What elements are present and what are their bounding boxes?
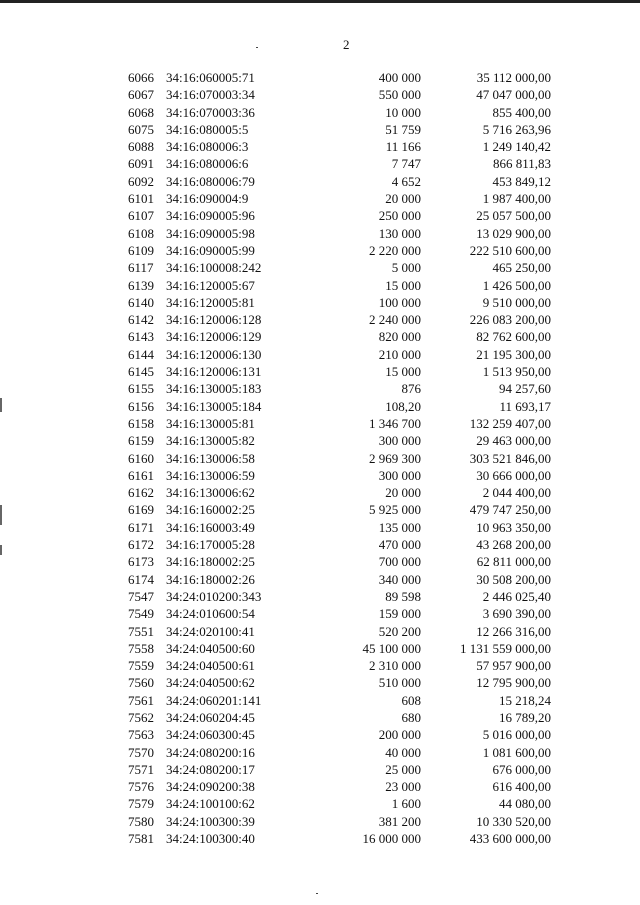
- table-row: [0, 363, 640, 380]
- value-cell: 453 849,12: [492, 173, 551, 189]
- cadastral-number: 34:16:120005:81: [166, 294, 255, 310]
- table-row: [0, 536, 640, 553]
- cadastral-number: 34:16:130005:184: [166, 398, 262, 414]
- table-row: [0, 778, 640, 795]
- value-cell: 479 747 250,00: [469, 502, 551, 518]
- area-cell: 159 000: [378, 606, 421, 622]
- value-cell: 303 521 846,00: [469, 450, 551, 466]
- row-number: 7560: [128, 675, 154, 691]
- row-number: 7561: [128, 692, 154, 708]
- row-number: 7547: [128, 588, 154, 604]
- row-number: 7580: [128, 813, 154, 829]
- row-number: 6144: [128, 346, 154, 362]
- area-cell: 300 000: [378, 433, 421, 449]
- area-cell: 15 000: [385, 277, 421, 293]
- table-row: [0, 277, 640, 294]
- value-cell: 10 330 520,00: [476, 813, 551, 829]
- area-cell: 876: [401, 381, 421, 397]
- row-number: 6169: [128, 502, 154, 518]
- cadastral-number: 34:16:080006:79: [166, 173, 255, 189]
- table-row: [0, 398, 640, 415]
- table-row: [0, 207, 640, 224]
- cadastral-number: 34:24:080200:16: [166, 744, 255, 760]
- table-row: [0, 519, 640, 536]
- area-cell: 20 000: [385, 191, 421, 207]
- table-row: [0, 571, 640, 588]
- area-cell: 200 000: [378, 727, 421, 743]
- row-number: 7581: [128, 831, 154, 847]
- cadastral-number: 34:24:040500:60: [166, 640, 255, 656]
- value-cell: 3 690 390,00: [482, 606, 551, 622]
- table-row: [0, 173, 640, 190]
- area-cell: 210 000: [378, 346, 421, 362]
- row-number: 6143: [128, 329, 154, 345]
- cadastral-number: 34:24:040500:62: [166, 675, 255, 691]
- value-cell: 94 257,60: [499, 381, 551, 397]
- cadastral-number: 34:16:120006:128: [166, 312, 262, 328]
- value-cell: 29 463 000,00: [476, 433, 551, 449]
- area-cell: 608: [401, 692, 421, 708]
- value-cell: 222 510 600,00: [469, 242, 551, 258]
- table-row: [0, 726, 640, 743]
- row-number: 7551: [128, 623, 154, 639]
- table-row: [0, 484, 640, 501]
- area-cell: 100 000: [378, 294, 421, 310]
- table-row: [0, 432, 640, 449]
- cadastral-number: 34:16:180002:25: [166, 554, 255, 570]
- cadastral-number: 34:16:130006:58: [166, 450, 255, 466]
- row-number: 6171: [128, 519, 154, 535]
- cadastral-number: 34:16:080006:6: [166, 156, 249, 172]
- area-cell: 25 000: [385, 761, 421, 777]
- area-cell: 5 925 000: [369, 502, 421, 518]
- cadastral-number: 34:16:180002:26: [166, 571, 255, 587]
- cadastral-number: 34:16:090004:9: [166, 191, 249, 207]
- value-cell: 12 266 316,00: [476, 623, 551, 639]
- cadastral-number: 34:16:120006:130: [166, 346, 262, 362]
- row-number: 6161: [128, 467, 154, 483]
- row-number: 6158: [128, 415, 154, 431]
- table-row: [0, 294, 640, 311]
- area-cell: 20 000: [385, 485, 421, 501]
- cadastral-number: 34:24:100300:39: [166, 813, 255, 829]
- area-cell: 680: [401, 709, 421, 725]
- area-cell: 15 000: [385, 364, 421, 380]
- table-row: [0, 795, 640, 812]
- cadastral-number: 34:16:130005:82: [166, 433, 255, 449]
- row-number: 6172: [128, 537, 154, 553]
- cadastral-number: 34:24:040500:61: [166, 658, 255, 674]
- row-number: 7570: [128, 744, 154, 760]
- row-number: 6067: [128, 87, 154, 103]
- row-number: 6117: [128, 260, 154, 276]
- cadastral-number: 34:16:120006:129: [166, 329, 262, 345]
- area-cell: 40 000: [385, 744, 421, 760]
- cadastral-number: 34:24:020100:41: [166, 623, 255, 639]
- cadastral-number: 34:16:170005:28: [166, 537, 255, 553]
- row-number: 6160: [128, 450, 154, 466]
- scan-speck: [256, 47, 258, 48]
- row-number: 7559: [128, 658, 154, 674]
- row-number: 6140: [128, 294, 154, 310]
- value-cell: 30 666 000,00: [476, 467, 551, 483]
- value-cell: 82 762 600,00: [476, 329, 551, 345]
- row-number: 7562: [128, 709, 154, 725]
- area-cell: 135 000: [378, 519, 421, 535]
- row-number: 7549: [128, 606, 154, 622]
- row-number: 6068: [128, 104, 154, 120]
- page-top-border: [0, 0, 640, 3]
- value-cell: 433 600 000,00: [469, 831, 551, 847]
- table-row: [0, 311, 640, 328]
- area-cell: 5 000: [391, 260, 421, 276]
- table-row: [0, 380, 640, 397]
- value-cell: 35 112 000,00: [476, 70, 551, 85]
- cadastral-number: 34:16:120005:67: [166, 277, 255, 293]
- value-cell: 676 000,00: [492, 761, 551, 777]
- table-row: [0, 104, 640, 121]
- cadastral-number: 34:24:060201:141: [166, 692, 262, 708]
- table-row: [0, 830, 640, 847]
- table-row: [0, 605, 640, 622]
- value-cell: 47 047 000,00: [476, 87, 551, 103]
- cadastral-number: 34:16:070003:36: [166, 104, 255, 120]
- cadastral-number: 34:24:060204:45: [166, 709, 255, 725]
- value-cell: 44 080,00: [499, 796, 551, 812]
- row-number: 6162: [128, 485, 154, 501]
- value-cell: 1 131 559 000,00: [460, 640, 551, 656]
- value-cell: 1 987 400,00: [482, 191, 551, 207]
- scan-speck: [316, 893, 318, 894]
- row-number: 7576: [128, 779, 154, 795]
- row-number: 6091: [128, 156, 154, 172]
- cadastral-number: 34:16:080005:5: [166, 121, 249, 137]
- value-cell: 12 795 900,00: [476, 675, 551, 691]
- area-cell: 550 000: [378, 87, 421, 103]
- cadastral-number: 34:16:100008:242: [166, 260, 262, 276]
- value-cell: 13 029 900,00: [476, 225, 551, 241]
- cadastral-number: 34:24:100100:62: [166, 796, 255, 812]
- area-cell: 2 310 000: [369, 658, 421, 674]
- table-row: [0, 761, 640, 778]
- parcel-table: [0, 69, 640, 847]
- value-cell: 57 957 900,00: [476, 658, 551, 674]
- table-row: [0, 415, 640, 432]
- table-row: [0, 709, 640, 726]
- area-cell: 340 000: [378, 571, 421, 587]
- cadastral-number: 34:16:130006:62: [166, 485, 255, 501]
- table-row: [0, 640, 640, 657]
- value-cell: 62 811 000,00: [476, 554, 551, 570]
- row-number: 6156: [128, 398, 154, 414]
- cadastral-number: 34:24:060300:45: [166, 727, 255, 743]
- value-cell: 1 081 600,00: [482, 744, 551, 760]
- value-cell: 43 268 200,00: [476, 537, 551, 553]
- value-cell: 2 044 400,00: [482, 485, 551, 501]
- area-cell: 2 240 000: [369, 312, 421, 328]
- cadastral-number: 34:16:160002:25: [166, 502, 255, 518]
- row-number: 7571: [128, 761, 154, 777]
- value-cell: 866 811,83: [492, 156, 551, 172]
- value-cell: 15 218,24: [499, 692, 551, 708]
- value-cell: 10 963 350,00: [476, 519, 551, 535]
- table-row: [0, 744, 640, 761]
- area-cell: 820 000: [378, 329, 421, 345]
- area-cell: 300 000: [378, 467, 421, 483]
- cadastral-number: 34:16:080006:3: [166, 139, 249, 155]
- cadastral-number: 34:16:130005:183: [166, 381, 262, 397]
- row-number: 6092: [128, 173, 154, 189]
- value-cell: 25 057 500,00: [476, 208, 551, 224]
- value-cell: 1 249 140,42: [482, 139, 551, 155]
- table-row: [0, 346, 640, 363]
- value-cell: 21 195 300,00: [476, 346, 551, 362]
- row-number: 7558: [128, 640, 154, 656]
- value-cell: 1 426 500,00: [482, 277, 551, 293]
- row-number: 6142: [128, 312, 154, 328]
- area-cell: 130 000: [378, 225, 421, 241]
- cadastral-number: 34:16:130006:59: [166, 467, 255, 483]
- area-cell: 2 220 000: [369, 242, 421, 258]
- table-row: [0, 259, 640, 276]
- area-cell: 89 598: [385, 588, 421, 604]
- row-number: 6109: [128, 242, 154, 258]
- row-number: 6088: [128, 139, 154, 155]
- area-cell: 16 000 000: [362, 831, 421, 847]
- table-row: [0, 121, 640, 138]
- value-cell: 855 400,00: [492, 104, 551, 120]
- table-row: [0, 692, 640, 709]
- table-row: [0, 155, 640, 172]
- table-row: [0, 501, 640, 518]
- table-row: [0, 86, 640, 103]
- area-cell: 51 759: [385, 121, 421, 137]
- value-cell: 226 083 200,00: [469, 312, 551, 328]
- row-number: 6066: [128, 70, 154, 85]
- table-row: [0, 623, 640, 640]
- row-number: 7563: [128, 727, 154, 743]
- cadastral-number: 34:16:090005:96: [166, 208, 255, 224]
- area-cell: 470 000: [378, 537, 421, 553]
- row-number: 6101: [128, 191, 154, 207]
- table-row: [0, 450, 640, 467]
- area-cell: 381 200: [378, 813, 421, 829]
- table-row: [0, 138, 640, 155]
- row-number: 6145: [128, 364, 154, 380]
- area-cell: 10 000: [385, 104, 421, 120]
- row-number: 6107: [128, 208, 154, 224]
- cadastral-number: 34:24:100300:40: [166, 831, 255, 847]
- value-cell: 1 513 950,00: [482, 364, 551, 380]
- area-cell: 700 000: [378, 554, 421, 570]
- area-cell: 510 000: [378, 675, 421, 691]
- row-number: 6155: [128, 381, 154, 397]
- table-row: [0, 657, 640, 674]
- area-cell: 45 100 000: [362, 640, 421, 656]
- table-row: [0, 328, 640, 345]
- area-cell: 4 652: [391, 173, 421, 189]
- area-cell: 7 747: [391, 156, 421, 172]
- table-row: [0, 225, 640, 242]
- page-number: 2: [343, 37, 350, 52]
- cadastral-number: 34:16:120006:131: [166, 364, 262, 380]
- row-number: 6159: [128, 433, 154, 449]
- row-number: 6108: [128, 225, 154, 241]
- cadastral-number: 34:16:090005:99: [166, 242, 255, 258]
- area-cell: 1 600: [391, 796, 421, 812]
- cadastral-number: 34:16:070003:34: [166, 87, 255, 103]
- table-row: [0, 242, 640, 259]
- area-cell: 520 200: [378, 623, 421, 639]
- table-row: [0, 553, 640, 570]
- table-row: [0, 467, 640, 484]
- value-cell: 30 508 200,00: [476, 571, 551, 587]
- area-cell: 400 000: [378, 70, 421, 85]
- value-cell: 132 259 407,00: [469, 415, 551, 431]
- row-number: 6075: [128, 121, 154, 137]
- value-cell: 9 510 000,00: [482, 294, 551, 310]
- table-row: [0, 674, 640, 691]
- cadastral-number: 34:16:090005:98: [166, 225, 255, 241]
- row-number: 6139: [128, 277, 154, 293]
- area-cell: 250 000: [378, 208, 421, 224]
- value-cell: 11 693,17: [499, 398, 551, 414]
- table-row: [0, 588, 640, 605]
- area-cell: 1 346 700: [369, 415, 421, 431]
- cadastral-number: 34:24:010600:54: [166, 606, 255, 622]
- value-cell: 16 789,20: [499, 709, 551, 725]
- row-number: 6173: [128, 554, 154, 570]
- cadastral-number: 34:16:130005:81: [166, 415, 255, 431]
- cadastral-number: 34:24:080200:17: [166, 761, 255, 777]
- value-cell: 5 016 000,00: [482, 727, 551, 743]
- table-row: [0, 69, 640, 86]
- row-number: 6174: [128, 571, 154, 587]
- table-row: [0, 190, 640, 207]
- value-cell: 616 400,00: [492, 779, 551, 795]
- value-cell: 465 250,00: [492, 260, 551, 276]
- cadastral-number: 34:16:060005:71: [166, 70, 255, 85]
- value-cell: 2 446 025,40: [482, 588, 551, 604]
- cadastral-number: 34:24:090200:38: [166, 779, 255, 795]
- area-cell: 2 969 300: [369, 450, 421, 466]
- area-cell: 11 166: [385, 139, 421, 155]
- cadastral-number: 34:24:010200:343: [166, 588, 262, 604]
- table-row: [0, 813, 640, 830]
- area-cell: 108,20: [385, 398, 421, 414]
- cadastral-number: 34:16:160003:49: [166, 519, 255, 535]
- area-cell: 23 000: [385, 779, 421, 795]
- row-number: 7579: [128, 796, 154, 812]
- value-cell: 5 716 263,96: [482, 121, 551, 137]
